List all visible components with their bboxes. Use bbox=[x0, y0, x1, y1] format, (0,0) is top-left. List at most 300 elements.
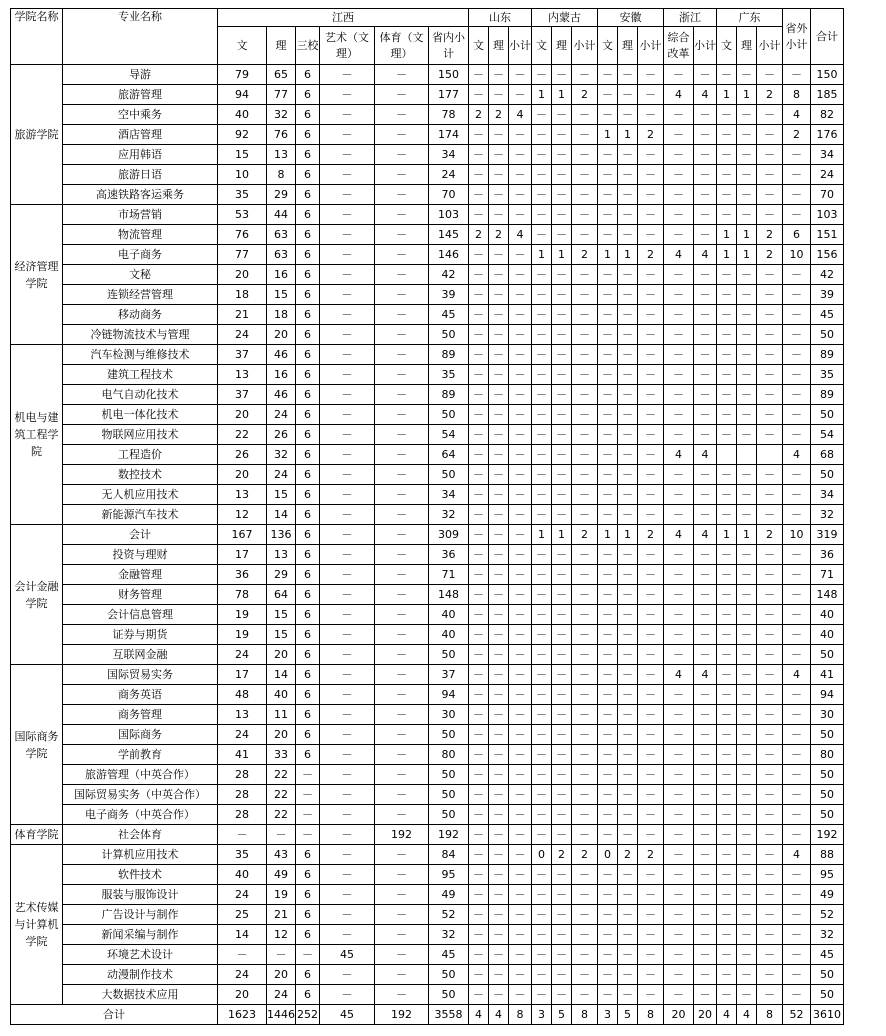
value-cell: － bbox=[552, 805, 572, 825]
value-cell: 2 bbox=[757, 525, 783, 545]
value-cell: 50 bbox=[811, 325, 844, 345]
value-cell: － bbox=[757, 705, 783, 725]
value-cell: 1 bbox=[552, 85, 572, 105]
value-cell: － bbox=[469, 785, 489, 805]
value-cell: － bbox=[509, 445, 532, 465]
value-cell: － bbox=[664, 505, 694, 525]
value-cell: 6 bbox=[296, 485, 320, 505]
value-cell: 2 bbox=[469, 225, 489, 245]
major-name-cell: 服装与服饰设计 bbox=[63, 885, 218, 905]
sub-header-cell: 艺术（文理） bbox=[320, 27, 375, 65]
value-cell: － bbox=[638, 725, 664, 745]
value-cell: 26 bbox=[267, 425, 296, 445]
value-cell: － bbox=[757, 845, 783, 865]
value-cell: － bbox=[532, 445, 552, 465]
value-cell: － bbox=[267, 945, 296, 965]
table-row bbox=[11, 85, 844, 105]
value-cell: 0 bbox=[532, 845, 552, 865]
value-cell: － bbox=[717, 745, 737, 765]
value-cell: － bbox=[783, 405, 811, 425]
table-row bbox=[11, 165, 844, 185]
value-cell: 6 bbox=[296, 885, 320, 905]
value-cell: 103 bbox=[429, 205, 469, 225]
sub-header-cell: 理 bbox=[267, 27, 296, 65]
value-cell: － bbox=[375, 105, 429, 125]
sub-header-cell: 综合改革 bbox=[664, 27, 694, 65]
value-cell: － bbox=[469, 445, 489, 465]
value-cell: 24 bbox=[811, 165, 844, 185]
value-cell: － bbox=[694, 125, 717, 145]
value-cell: 4 bbox=[509, 225, 532, 245]
value-cell: － bbox=[598, 805, 618, 825]
value-cell: － bbox=[757, 265, 783, 285]
value-cell: － bbox=[694, 985, 717, 1005]
value-cell: － bbox=[757, 305, 783, 325]
value-cell: － bbox=[618, 365, 638, 385]
value-cell: － bbox=[469, 405, 489, 425]
value-cell: － bbox=[737, 625, 757, 645]
value-cell: 2 bbox=[757, 85, 783, 105]
value-cell: － bbox=[664, 625, 694, 645]
table-row bbox=[11, 585, 844, 605]
value-cell: 32 bbox=[267, 105, 296, 125]
value-cell: － bbox=[598, 165, 618, 185]
value-cell: 13 bbox=[267, 145, 296, 165]
total-value-cell: 3 bbox=[532, 1005, 552, 1025]
value-cell: 10 bbox=[783, 525, 811, 545]
value-cell: 50 bbox=[429, 965, 469, 985]
value-cell: － bbox=[320, 345, 375, 365]
value-cell: － bbox=[737, 465, 757, 485]
value-cell: 22 bbox=[267, 765, 296, 785]
value-cell: － bbox=[737, 785, 757, 805]
major-name-cell: 连锁经营管理 bbox=[63, 285, 218, 305]
value-cell: 49 bbox=[429, 885, 469, 905]
value-cell: － bbox=[296, 805, 320, 825]
value-cell: － bbox=[618, 105, 638, 125]
value-cell: 4 bbox=[694, 445, 717, 465]
value-cell: － bbox=[598, 325, 618, 345]
value-cell: 82 bbox=[811, 105, 844, 125]
major-name-cell: 投资与理财 bbox=[63, 545, 218, 565]
value-cell: － bbox=[489, 565, 509, 585]
value-cell: 24 bbox=[218, 965, 267, 985]
value-cell: － bbox=[552, 325, 572, 345]
value-cell: － bbox=[375, 425, 429, 445]
value-cell: 4 bbox=[783, 665, 811, 685]
value-cell: － bbox=[664, 725, 694, 745]
value-cell: 6 bbox=[296, 685, 320, 705]
value-cell: － bbox=[664, 165, 694, 185]
value-cell: － bbox=[598, 305, 618, 325]
value-cell: － bbox=[638, 865, 664, 885]
table-row bbox=[11, 465, 844, 485]
value-cell: － bbox=[638, 905, 664, 925]
total-value-cell: 1446 bbox=[267, 1005, 296, 1025]
total-value-cell: 4 bbox=[737, 1005, 757, 1025]
value-cell: － bbox=[375, 405, 429, 425]
value-cell: － bbox=[717, 305, 737, 325]
value-cell: － bbox=[664, 605, 694, 625]
value-cell: － bbox=[469, 385, 489, 405]
value-cell: 50 bbox=[429, 985, 469, 1005]
value-cell: － bbox=[638, 185, 664, 205]
value-cell: － bbox=[694, 405, 717, 425]
value-cell: 78 bbox=[429, 105, 469, 125]
value-cell: － bbox=[552, 885, 572, 905]
value-cell: 71 bbox=[429, 565, 469, 585]
value-cell: － bbox=[469, 825, 489, 845]
value-cell: － bbox=[638, 545, 664, 565]
value-cell: － bbox=[532, 825, 552, 845]
value-cell: 6 bbox=[296, 965, 320, 985]
value-cell: 40 bbox=[429, 605, 469, 625]
value-cell: － bbox=[509, 865, 532, 885]
value-cell: 176 bbox=[811, 125, 844, 145]
value-cell: － bbox=[320, 625, 375, 645]
value-cell: － bbox=[552, 465, 572, 485]
value-cell: － bbox=[694, 205, 717, 225]
value-cell: － bbox=[757, 285, 783, 305]
value-cell: － bbox=[664, 65, 694, 85]
value-cell: 39 bbox=[429, 285, 469, 305]
value-cell: 150 bbox=[811, 65, 844, 85]
value-cell: － bbox=[737, 765, 757, 785]
value-cell: － bbox=[532, 625, 552, 645]
value-cell: － bbox=[664, 745, 694, 765]
group-header-shandong: 山东 bbox=[469, 9, 532, 27]
value-cell: － bbox=[664, 845, 694, 865]
value-cell: － bbox=[618, 465, 638, 485]
college-name-cell: 艺术传媒与计算机学院 bbox=[11, 845, 63, 1005]
value-cell: － bbox=[717, 385, 737, 405]
value-cell: － bbox=[757, 965, 783, 985]
value-cell: － bbox=[618, 945, 638, 965]
value-cell: － bbox=[469, 585, 489, 605]
value-cell: － bbox=[618, 805, 638, 825]
major-name-cell: 会计信息管理 bbox=[63, 605, 218, 625]
value-cell: － bbox=[598, 225, 618, 245]
value-cell: － bbox=[320, 165, 375, 185]
value-cell: － bbox=[737, 505, 757, 525]
value-cell: 1 bbox=[618, 525, 638, 545]
total-value-cell: 5 bbox=[552, 1005, 572, 1025]
total-value-cell: 45 bbox=[320, 1005, 375, 1025]
value-cell: － bbox=[717, 845, 737, 865]
value-cell: － bbox=[218, 945, 267, 965]
value-cell: 21 bbox=[218, 305, 267, 325]
value-cell: － bbox=[509, 845, 532, 865]
value-cell: － bbox=[320, 225, 375, 245]
value-cell: － bbox=[532, 585, 552, 605]
value-cell: － bbox=[552, 265, 572, 285]
value-cell: － bbox=[552, 605, 572, 625]
value-cell: － bbox=[664, 465, 694, 485]
value-cell: － bbox=[598, 345, 618, 365]
value-cell: － bbox=[757, 385, 783, 405]
value-cell: － bbox=[532, 925, 552, 945]
value-cell: 63 bbox=[267, 225, 296, 245]
value-cell: － bbox=[375, 945, 429, 965]
value-cell: － bbox=[757, 545, 783, 565]
value-cell: － bbox=[783, 185, 811, 205]
value-cell: 49 bbox=[811, 885, 844, 905]
value-cell: － bbox=[737, 205, 757, 225]
value-cell: － bbox=[598, 385, 618, 405]
value-cell: － bbox=[737, 845, 757, 865]
value-cell: － bbox=[783, 725, 811, 745]
value-cell: － bbox=[509, 185, 532, 205]
value-cell: － bbox=[638, 205, 664, 225]
value-cell: － bbox=[552, 505, 572, 525]
value-cell: － bbox=[694, 925, 717, 945]
value-cell: － bbox=[664, 565, 694, 585]
value-cell: 6 bbox=[296, 265, 320, 285]
value-cell: － bbox=[664, 905, 694, 925]
value-cell: － bbox=[737, 385, 757, 405]
table-row bbox=[11, 205, 844, 225]
value-cell: － bbox=[783, 865, 811, 885]
value-cell: － bbox=[532, 265, 552, 285]
value-cell: 40 bbox=[267, 685, 296, 705]
value-cell: － bbox=[572, 565, 598, 585]
value-cell: － bbox=[664, 925, 694, 945]
value-cell: － bbox=[783, 965, 811, 985]
group-header-guangdong: 广东 bbox=[717, 9, 783, 27]
value-cell: － bbox=[717, 425, 737, 445]
value-cell: － bbox=[469, 545, 489, 565]
value-cell: 35 bbox=[429, 365, 469, 385]
major-name-cell: 商务管理 bbox=[63, 705, 218, 725]
value-cell: 6 bbox=[296, 365, 320, 385]
value-cell: 44 bbox=[267, 205, 296, 225]
value-cell: － bbox=[664, 385, 694, 405]
value-cell: － bbox=[489, 925, 509, 945]
value-cell: － bbox=[489, 425, 509, 445]
value-cell: － bbox=[737, 665, 757, 685]
value-cell: － bbox=[572, 305, 598, 325]
value-cell: 18 bbox=[267, 305, 296, 325]
table-row bbox=[11, 705, 844, 725]
value-cell: 13 bbox=[267, 545, 296, 565]
value-cell: － bbox=[737, 405, 757, 425]
value-cell: － bbox=[375, 925, 429, 945]
value-cell: － bbox=[783, 945, 811, 965]
college-name-cell: 机电与建筑工程学院 bbox=[11, 345, 63, 525]
value-cell: － bbox=[783, 825, 811, 845]
value-cell: － bbox=[757, 665, 783, 685]
value-cell: 24 bbox=[267, 985, 296, 1005]
value-cell: － bbox=[598, 265, 618, 285]
major-name-cell: 电气自动化技术 bbox=[63, 385, 218, 405]
value-cell: － bbox=[469, 665, 489, 685]
value-cell: － bbox=[757, 925, 783, 945]
group-header-jiangxi: 江西 bbox=[218, 9, 469, 27]
value-cell: － bbox=[717, 905, 737, 925]
value-cell: － bbox=[694, 305, 717, 325]
value-cell: － bbox=[598, 585, 618, 605]
value-cell: － bbox=[375, 585, 429, 605]
value-cell: － bbox=[757, 145, 783, 165]
value-cell: － bbox=[572, 265, 598, 285]
value-cell: 39 bbox=[811, 285, 844, 305]
value-cell: － bbox=[783, 285, 811, 305]
value-cell: － bbox=[572, 625, 598, 645]
value-cell: － bbox=[717, 665, 737, 685]
table-row bbox=[11, 185, 844, 205]
value-cell: 6 bbox=[296, 305, 320, 325]
value-cell: － bbox=[320, 925, 375, 945]
value-cell: 13 bbox=[218, 365, 267, 385]
value-cell: 71 bbox=[811, 565, 844, 585]
value-cell: － bbox=[638, 745, 664, 765]
value-cell: 19 bbox=[218, 625, 267, 645]
value-cell: 36 bbox=[429, 545, 469, 565]
value-cell: － bbox=[737, 925, 757, 945]
value-cell: － bbox=[783, 145, 811, 165]
value-cell: － bbox=[375, 285, 429, 305]
value-cell: － bbox=[469, 425, 489, 445]
total-value-cell: 4 bbox=[717, 1005, 737, 1025]
value-cell: － bbox=[489, 985, 509, 1005]
value-cell: 6 bbox=[296, 325, 320, 345]
value-cell: － bbox=[717, 345, 737, 365]
major-name-cell: 导游 bbox=[63, 65, 218, 85]
value-cell: － bbox=[638, 765, 664, 785]
value-cell: － bbox=[218, 825, 267, 845]
value-cell: － bbox=[552, 385, 572, 405]
value-cell: － bbox=[717, 145, 737, 165]
major-name-cell: 旅游日语 bbox=[63, 165, 218, 185]
value-cell: 6 bbox=[296, 985, 320, 1005]
value-cell: － bbox=[572, 205, 598, 225]
value-cell: － bbox=[296, 785, 320, 805]
value-cell: － bbox=[509, 65, 532, 85]
value-cell: － bbox=[598, 105, 618, 125]
value-cell: － bbox=[375, 745, 429, 765]
value-cell: 6 bbox=[296, 405, 320, 425]
value-cell: － bbox=[783, 805, 811, 825]
sub-header-cell: 文 bbox=[469, 27, 489, 65]
value-cell: － bbox=[489, 465, 509, 485]
value-cell: － bbox=[532, 965, 552, 985]
value-cell: － bbox=[598, 945, 618, 965]
value-cell: － bbox=[638, 145, 664, 165]
value-cell: － bbox=[469, 65, 489, 85]
value-cell: － bbox=[509, 125, 532, 145]
value-cell: － bbox=[618, 265, 638, 285]
value-cell: 177 bbox=[429, 85, 469, 105]
value-cell: － bbox=[375, 245, 429, 265]
value-cell: － bbox=[717, 125, 737, 145]
value-cell: － bbox=[375, 705, 429, 725]
value-cell: － bbox=[598, 965, 618, 985]
value-cell: － bbox=[509, 505, 532, 525]
value-cell: － bbox=[638, 565, 664, 585]
major-name-cell: 冷链物流技术与管理 bbox=[63, 325, 218, 345]
value-cell: － bbox=[598, 205, 618, 225]
value-cell: － bbox=[618, 545, 638, 565]
total-value-cell: 5 bbox=[618, 1005, 638, 1025]
value-cell: － bbox=[737, 65, 757, 85]
value-cell: － bbox=[737, 325, 757, 345]
value-cell: － bbox=[598, 625, 618, 645]
value-cell: － bbox=[783, 645, 811, 665]
major-name-cell: 国际贸易实务 bbox=[63, 665, 218, 685]
table-row bbox=[11, 625, 844, 645]
value-cell: － bbox=[664, 985, 694, 1005]
value-cell: 24 bbox=[429, 165, 469, 185]
value-cell: 8 bbox=[267, 165, 296, 185]
value-cell: － bbox=[618, 585, 638, 605]
value-cell: 50 bbox=[429, 465, 469, 485]
value-cell: － bbox=[375, 885, 429, 905]
value-cell: － bbox=[694, 705, 717, 725]
value-cell: － bbox=[532, 505, 552, 525]
value-cell: － bbox=[717, 985, 737, 1005]
value-cell: 6 bbox=[296, 345, 320, 365]
major-name-cell: 移动商务 bbox=[63, 305, 218, 325]
value-cell: － bbox=[509, 905, 532, 925]
value-cell: － bbox=[618, 165, 638, 185]
value-cell: － bbox=[296, 945, 320, 965]
total-value-cell: 252 bbox=[296, 1005, 320, 1025]
value-cell: － bbox=[694, 845, 717, 865]
table-row bbox=[11, 265, 844, 285]
value-cell: － bbox=[694, 465, 717, 485]
value-cell: 2 bbox=[489, 225, 509, 245]
value-cell: － bbox=[572, 605, 598, 625]
value-cell: － bbox=[532, 685, 552, 705]
value-cell: － bbox=[664, 145, 694, 165]
table-row bbox=[11, 485, 844, 505]
table-body bbox=[11, 65, 844, 1025]
value-cell: － bbox=[320, 285, 375, 305]
value-cell: － bbox=[489, 525, 509, 545]
value-cell: － bbox=[598, 905, 618, 925]
total-value-cell: 192 bbox=[375, 1005, 429, 1025]
value-cell: － bbox=[598, 605, 618, 625]
value-cell: 6 bbox=[296, 425, 320, 445]
value-cell: 21 bbox=[267, 905, 296, 925]
value-cell: － bbox=[638, 785, 664, 805]
value-cell: － bbox=[469, 465, 489, 485]
value-cell: 22 bbox=[267, 805, 296, 825]
major-name-cell: 旅游管理 bbox=[63, 85, 218, 105]
value-cell: 6 bbox=[296, 445, 320, 465]
value-cell: － bbox=[489, 665, 509, 685]
value-cell: － bbox=[638, 625, 664, 645]
value-cell: 41 bbox=[218, 745, 267, 765]
college-name-cell: 会计金融学院 bbox=[11, 525, 63, 665]
table-row bbox=[11, 565, 844, 585]
value-cell: － bbox=[375, 125, 429, 145]
value-cell: － bbox=[638, 945, 664, 965]
value-cell: － bbox=[320, 905, 375, 925]
sub-header-cell: 文 bbox=[218, 27, 267, 65]
value-cell: － bbox=[694, 385, 717, 405]
value-cell: － bbox=[552, 305, 572, 325]
value-cell: 15 bbox=[267, 605, 296, 625]
value-cell: － bbox=[509, 385, 532, 405]
value-cell: － bbox=[694, 145, 717, 165]
value-cell: － bbox=[469, 485, 489, 505]
value-cell: － bbox=[552, 185, 572, 205]
value-cell: － bbox=[664, 265, 694, 285]
value-cell: － bbox=[717, 105, 737, 125]
value-cell: － bbox=[509, 285, 532, 305]
value-cell: － bbox=[737, 125, 757, 145]
